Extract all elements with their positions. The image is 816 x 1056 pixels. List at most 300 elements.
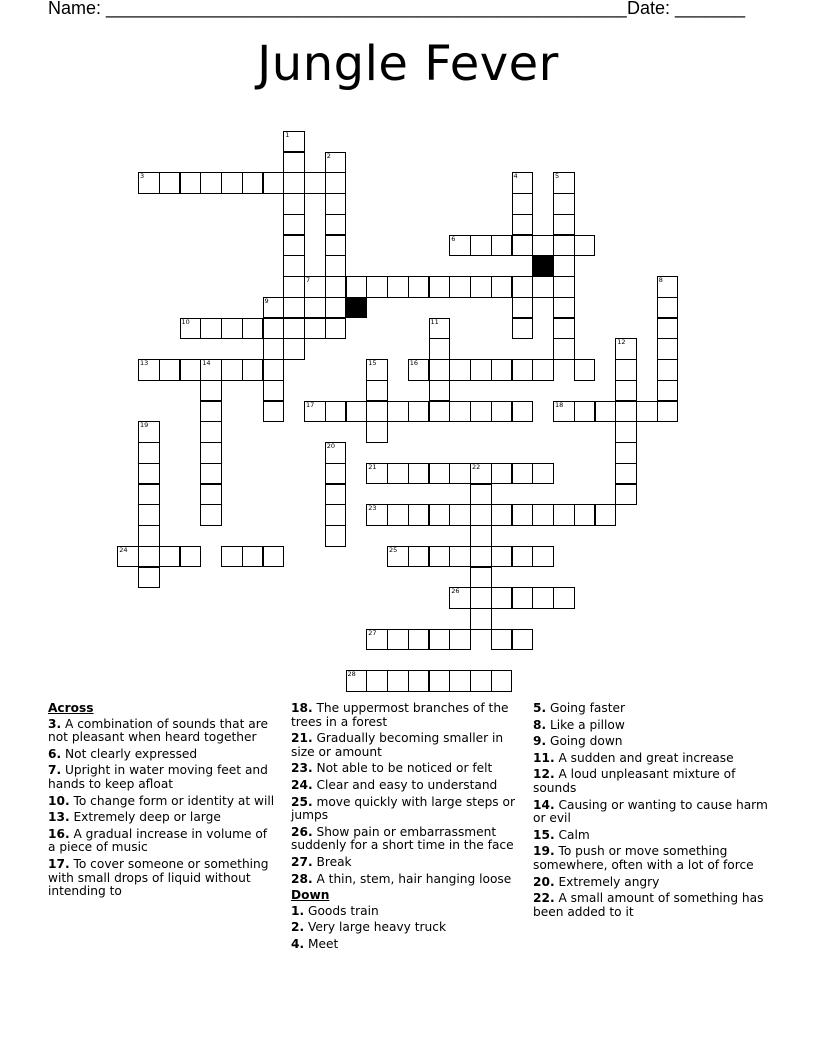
grid-cell[interactable] — [470, 401, 492, 423]
clue-number-label: 18. — [291, 701, 313, 715]
grid-cell[interactable] — [429, 401, 451, 423]
clue-number-label: 23. — [291, 761, 313, 776]
clue-text: Meet — [304, 936, 339, 951]
grid-cell[interactable] — [512, 172, 534, 194]
grid-cell[interactable] — [512, 318, 534, 340]
clue-text: Upright in water moving feet and hands to keep afloat — [48, 763, 268, 791]
grid-cell[interactable] — [325, 235, 347, 257]
grid-cell[interactable] — [283, 193, 305, 215]
grid-cell[interactable] — [304, 172, 326, 194]
grid-cell[interactable] — [242, 172, 264, 194]
clue-text: Going down — [546, 734, 623, 749]
clue-number-label: 10. — [48, 793, 70, 808]
grid-cell[interactable] — [491, 359, 513, 381]
grid-cell[interactable] — [470, 484, 492, 506]
grid-cell[interactable] — [387, 504, 409, 526]
clue-number: 7 — [306, 276, 311, 284]
clues-column-2 — [291, 702, 523, 955]
grid-cell[interactable] — [180, 359, 202, 381]
grid-cell[interactable] — [325, 318, 347, 340]
clue-text: Extremely deep or large — [69, 810, 221, 825]
grid-cell[interactable] — [304, 401, 326, 423]
grid-cell[interactable] — [159, 359, 181, 381]
grid-cell[interactable] — [304, 318, 326, 340]
grid-cell[interactable] — [283, 131, 305, 153]
grid-cell[interactable] — [553, 255, 575, 277]
grid-cell[interactable] — [325, 401, 347, 423]
grid-cell[interactable] — [200, 172, 222, 194]
date-label: Date: — [627, 0, 671, 18]
clue-number-label: 14. — [533, 797, 555, 812]
grid-cell[interactable] — [657, 401, 679, 423]
grid-cell[interactable] — [221, 546, 243, 568]
grid-cell[interactable] — [615, 442, 637, 464]
grid-cell[interactable] — [553, 276, 575, 298]
grid-cell[interactable] — [180, 172, 202, 194]
grid-cell[interactable] — [429, 380, 451, 402]
grid-cell[interactable] — [491, 276, 513, 298]
grid-cell[interactable] — [304, 297, 326, 319]
grid-cell[interactable] — [449, 276, 471, 298]
grid-cell[interactable] — [574, 235, 596, 257]
grid-cell[interactable] — [283, 255, 305, 277]
grid-cell[interactable] — [366, 380, 388, 402]
grid-cell[interactable] — [180, 318, 202, 340]
grid-cell[interactable] — [532, 504, 554, 526]
grid-cell[interactable] — [366, 421, 388, 443]
clue-text: Extremely angry — [554, 874, 660, 889]
grid-cell[interactable] — [325, 525, 347, 547]
clue-item — [291, 938, 523, 952]
grid-cell[interactable] — [138, 359, 160, 381]
clue-number: 22 — [472, 462, 481, 471]
grid-cell[interactable] — [615, 421, 637, 443]
grid-cell[interactable] — [408, 546, 430, 568]
grid-cell[interactable] — [553, 214, 575, 236]
grid-cell[interactable] — [512, 359, 534, 381]
grid-cell[interactable] — [532, 587, 554, 609]
clue-number-label: 24. — [291, 777, 313, 792]
grid-cell[interactable] — [657, 276, 679, 298]
grid-cell[interactable] — [387, 629, 409, 651]
grid-cell[interactable] — [387, 401, 409, 423]
grid-cell[interactable] — [429, 670, 451, 692]
clue-item — [291, 921, 523, 935]
clue-text: Going faster — [546, 701, 626, 715]
grid-cell[interactable] — [470, 235, 492, 257]
grid-cell[interactable] — [138, 525, 160, 547]
clue-number: 10 — [181, 317, 190, 326]
grid-cell[interactable] — [408, 629, 430, 651]
clue-item — [533, 876, 769, 890]
grid-cell[interactable] — [595, 401, 617, 423]
grid-cell[interactable] — [532, 276, 554, 298]
grid-cell[interactable] — [221, 172, 243, 194]
grid-cell[interactable] — [200, 359, 222, 381]
grid-cell[interactable] — [429, 629, 451, 651]
grid-cell[interactable] — [138, 172, 160, 194]
grid-cell[interactable] — [283, 338, 305, 360]
grid-cell[interactable] — [408, 401, 430, 423]
grid-cell[interactable] — [387, 546, 409, 568]
grid-cell[interactable] — [429, 504, 451, 526]
grid-cell[interactable] — [532, 235, 554, 257]
grid-cell[interactable] — [429, 546, 451, 568]
clue-number: 18 — [555, 400, 564, 409]
grid-cell[interactable] — [449, 463, 471, 485]
grid-cell[interactable] — [366, 359, 388, 381]
grid-cell[interactable] — [595, 504, 617, 526]
grid-cell[interactable] — [429, 463, 451, 485]
grid-cell[interactable] — [200, 484, 222, 506]
grid-cell[interactable] — [491, 629, 513, 651]
clue-text: Not able to be noticed or felt — [312, 761, 493, 776]
grid-cell[interactable] — [346, 670, 368, 692]
clue-number: 23 — [368, 504, 377, 513]
grid-cell[interactable] — [138, 463, 160, 485]
grid-cell[interactable] — [283, 152, 305, 174]
grid-cell[interactable] — [325, 255, 347, 277]
grid-cell[interactable] — [470, 546, 492, 568]
grid-cell[interactable] — [263, 546, 285, 568]
grid-cell[interactable] — [408, 359, 430, 381]
down-heading: Down — [291, 888, 330, 903]
grid-cell[interactable] — [408, 276, 430, 298]
grid-cell[interactable] — [470, 587, 492, 609]
clue-item — [533, 702, 769, 716]
clue-number-label: 12. — [533, 767, 555, 782]
grid-cell[interactable] — [491, 587, 513, 609]
grid-cell[interactable] — [532, 463, 554, 485]
clues-column-1 — [48, 702, 276, 902]
grid-cell[interactable] — [159, 172, 181, 194]
clue-text: To push or move something somewhere, often with a lot of force — [533, 844, 754, 872]
clue-number: 5 — [555, 172, 560, 181]
clue-text: A small amount of something has been added to it — [533, 891, 764, 919]
clue-text: A gradual increase in volume of a piece of music — [48, 826, 268, 855]
grid-cell[interactable] — [491, 504, 513, 526]
clue-item — [533, 719, 769, 733]
grid-cell[interactable] — [512, 629, 534, 651]
clue-text: Not clearly expressed — [61, 746, 198, 761]
name-line: ____________________________________________________ — [106, 0, 627, 18]
clue-text: A combination of sounds that are not pleasant when heard together — [48, 716, 268, 745]
grid-cell[interactable] — [491, 463, 513, 485]
grid-cell[interactable] — [470, 670, 492, 692]
down-clue-list — [291, 905, 523, 952]
grid-cell[interactable] — [325, 463, 347, 485]
clue-number: 13 — [140, 359, 149, 367]
grid-cell[interactable] — [429, 359, 451, 381]
grid-cell[interactable] — [449, 504, 471, 526]
clue-item — [291, 905, 523, 919]
clue-number-label: 3. — [48, 716, 62, 731]
grid-cell[interactable] — [138, 504, 160, 526]
grid-cell[interactable] — [325, 172, 347, 194]
clue-item — [48, 748, 276, 762]
grid-cell[interactable] — [512, 546, 534, 568]
grid-cell[interactable] — [221, 318, 243, 340]
grid-cell[interactable] — [553, 318, 575, 340]
clue-text: To cover someone or something with small drops of liquid without intending to — [48, 856, 269, 899]
grid-cell[interactable] — [242, 318, 264, 340]
grid-cell[interactable] — [138, 546, 160, 568]
grid-cell[interactable] — [553, 193, 575, 215]
clue-number-label: 8. — [533, 717, 547, 732]
clue-text: A loud unpleasant mixture of sounds — [533, 767, 736, 795]
grid-cell[interactable] — [263, 359, 285, 381]
grid-cell[interactable] — [615, 484, 637, 506]
grid-cell[interactable] — [242, 546, 264, 568]
grid-cell[interactable] — [200, 318, 222, 340]
grid-cell[interactable] — [615, 359, 637, 381]
clue-item — [533, 768, 769, 795]
grid-cell[interactable] — [138, 442, 160, 464]
grid-cell[interactable] — [553, 297, 575, 319]
grid-cell[interactable] — [387, 670, 409, 692]
clue-number-label: 27. — [291, 854, 313, 869]
grid-cell[interactable] — [138, 567, 160, 589]
clue-item — [533, 892, 769, 919]
clues-column-3 — [533, 702, 769, 922]
grid-cell[interactable] — [263, 172, 285, 194]
grid-cell[interactable] — [408, 504, 430, 526]
grid-cell[interactable] — [615, 401, 637, 423]
grid-cell[interactable] — [366, 463, 388, 485]
black-square — [346, 297, 368, 319]
clue-number: 28 — [347, 670, 356, 679]
grid-cell[interactable] — [449, 546, 471, 568]
grid-cell[interactable] — [283, 172, 305, 194]
grid-cell[interactable] — [366, 504, 388, 526]
across-clue-list-continued — [291, 702, 523, 886]
grid-cell[interactable] — [325, 152, 347, 174]
clue-item — [291, 762, 523, 776]
grid-cell[interactable] — [346, 401, 368, 423]
grid-cell[interactable] — [408, 463, 430, 485]
grid-cell[interactable] — [408, 670, 430, 692]
clue-text: A sudden and great increase — [554, 750, 734, 765]
grid-cell[interactable] — [615, 338, 637, 360]
grid-cell[interactable] — [200, 463, 222, 485]
grid-cell[interactable] — [325, 504, 347, 526]
grid-cell[interactable] — [366, 670, 388, 692]
grid-cell[interactable] — [615, 380, 637, 402]
grid-cell[interactable] — [532, 546, 554, 568]
grid-cell[interactable] — [138, 421, 160, 443]
grid-cell[interactable] — [553, 172, 575, 194]
grid-cell[interactable] — [325, 214, 347, 236]
grid-cell[interactable] — [138, 484, 160, 506]
grid-cell[interactable] — [366, 629, 388, 651]
grid-cell[interactable] — [429, 276, 451, 298]
clue-item — [48, 764, 276, 791]
grid-cell[interactable] — [200, 401, 222, 423]
clue-item — [533, 735, 769, 749]
grid-cell[interactable] — [470, 463, 492, 485]
grid-cell[interactable] — [346, 276, 368, 298]
grid-cell[interactable] — [491, 670, 513, 692]
clue-number: 21 — [368, 462, 377, 471]
grid-cell[interactable] — [512, 214, 534, 236]
clue-text: Causing or wanting to cause harm or evil — [533, 797, 768, 826]
clue-number-label: 5. — [533, 701, 547, 715]
grid-cell[interactable] — [283, 276, 305, 298]
grid-cell[interactable] — [636, 401, 658, 423]
clue-item — [48, 858, 276, 899]
clue-number-label: 17. — [48, 856, 70, 871]
grid-cell[interactable] — [615, 463, 637, 485]
grid-cell[interactable] — [283, 214, 305, 236]
clue-number-label: 7. — [48, 763, 62, 778]
clue-number: 9 — [264, 296, 269, 305]
grid-cell[interactable] — [657, 380, 679, 402]
clue-number: 16 — [409, 359, 419, 367]
clue-number: 19 — [140, 421, 149, 430]
clue-item — [533, 799, 769, 826]
clue-text: Calm — [554, 827, 590, 842]
black-square — [532, 255, 554, 277]
clue-text: Break — [312, 854, 352, 869]
grid-cell[interactable] — [470, 359, 492, 381]
grid-cell[interactable] — [657, 338, 679, 360]
grid-cell[interactable] — [200, 504, 222, 526]
grid-cell[interactable] — [512, 504, 534, 526]
clue-number: 11 — [430, 317, 439, 326]
grid-cell[interactable] — [387, 463, 409, 485]
grid-cell[interactable] — [470, 504, 492, 526]
grid-cell[interactable] — [574, 401, 596, 423]
grid-cell[interactable] — [200, 380, 222, 402]
grid-cell[interactable] — [491, 235, 513, 257]
grid-cell[interactable] — [657, 297, 679, 319]
grid-cell[interactable] — [512, 297, 534, 319]
grid-cell[interactable] — [512, 193, 534, 215]
grid-cell[interactable] — [553, 587, 575, 609]
clue-number-label: 25. — [291, 794, 313, 809]
grid-cell[interactable] — [470, 276, 492, 298]
clue-number-label: 16. — [48, 826, 70, 841]
grid-cell[interactable] — [263, 380, 285, 402]
grid-cell[interactable] — [325, 442, 347, 464]
grid-cell[interactable] — [512, 401, 534, 423]
clue-number: 12 — [617, 338, 626, 347]
grid-cell[interactable] — [553, 401, 575, 423]
grid-cell[interactable] — [512, 235, 534, 257]
grid-cell[interactable] — [117, 546, 139, 568]
grid-cell[interactable] — [283, 297, 305, 319]
clue-item — [48, 811, 276, 825]
clue-number-label: 21. — [291, 731, 313, 746]
grid-cell[interactable] — [366, 276, 388, 298]
grid-cell[interactable] — [491, 546, 513, 568]
grid-cell[interactable] — [283, 318, 305, 340]
grid-cell[interactable] — [366, 401, 388, 423]
grid-cell[interactable] — [263, 297, 285, 319]
grid-cell[interactable] — [429, 338, 451, 360]
clue-item — [291, 826, 523, 853]
grid-cell[interactable] — [263, 401, 285, 423]
grid-cell[interactable] — [532, 359, 554, 381]
grid-cell[interactable] — [574, 359, 596, 381]
clue-number: 14 — [202, 359, 211, 367]
clue-number-label: 1. — [291, 903, 305, 918]
grid-cell[interactable] — [325, 193, 347, 215]
grid-cell[interactable] — [491, 401, 513, 423]
grid-cell[interactable] — [512, 463, 534, 485]
grid-cell[interactable] — [512, 587, 534, 609]
grid-cell[interactable] — [221, 359, 243, 381]
grid-cell[interactable] — [429, 318, 451, 340]
grid-cell[interactable] — [449, 587, 471, 609]
grid-cell[interactable] — [657, 359, 679, 381]
clue-number: 15 — [368, 359, 377, 367]
clue-item — [291, 732, 523, 759]
puzzle-title: Jungle Fever — [257, 36, 559, 92]
clue-number: 20 — [326, 442, 336, 450]
clue-number: 24 — [119, 545, 128, 554]
grid-cell[interactable] — [200, 421, 222, 443]
clue-number-label: 4. — [291, 936, 305, 951]
down-clue-list-continued — [533, 702, 769, 919]
grid-cell[interactable] — [263, 338, 285, 360]
clue-text: Goods train — [304, 903, 379, 918]
grid-cell[interactable] — [242, 359, 264, 381]
grid-cell[interactable] — [470, 525, 492, 547]
grid-cell[interactable] — [449, 670, 471, 692]
across-heading: Across — [48, 701, 94, 715]
clue-number: 8 — [658, 276, 663, 284]
grid-cell[interactable] — [449, 235, 471, 257]
clue-text: Show pain or embarrassment suddenly for a short time in the face — [291, 824, 514, 853]
clue-number: 2 — [326, 151, 331, 160]
clue-text: Clear and easy to understand — [312, 777, 498, 792]
clue-number-label: 9. — [533, 734, 547, 749]
grid-cell[interactable] — [470, 567, 492, 589]
grid-cell[interactable] — [180, 546, 202, 568]
grid-cell[interactable] — [553, 235, 575, 257]
grid-cell[interactable] — [449, 359, 471, 381]
clue-text: Very large heavy truck — [304, 920, 447, 935]
grid-cell[interactable] — [263, 318, 285, 340]
grid-cell[interactable] — [449, 629, 471, 651]
across-clue-list — [48, 718, 276, 899]
clue-number-label: 22. — [533, 891, 555, 906]
clue-text: Like a pillow — [546, 717, 625, 732]
clue-number: 3 — [140, 172, 145, 181]
clue-item — [291, 856, 523, 870]
grid-cell[interactable] — [304, 276, 326, 298]
grid-cell[interactable] — [470, 608, 492, 630]
grid-cell[interactable] — [159, 546, 181, 568]
grid-cell[interactable] — [553, 338, 575, 360]
clue-item — [291, 796, 523, 823]
grid-cell[interactable] — [553, 504, 575, 526]
clue-number: 4 — [513, 172, 518, 181]
clue-number-label: 13. — [48, 810, 70, 825]
grid-cell[interactable] — [387, 276, 409, 298]
clue-item — [291, 873, 523, 887]
grid-cell[interactable] — [657, 318, 679, 340]
grid-cell[interactable] — [449, 401, 471, 423]
grid-cell[interactable] — [512, 276, 534, 298]
grid-cell[interactable] — [325, 484, 347, 506]
grid-cell[interactable] — [574, 504, 596, 526]
grid-cell[interactable] — [325, 297, 347, 319]
grid-cell[interactable] — [325, 276, 347, 298]
grid-cell[interactable] — [200, 442, 222, 464]
grid-cell[interactable] — [283, 235, 305, 257]
